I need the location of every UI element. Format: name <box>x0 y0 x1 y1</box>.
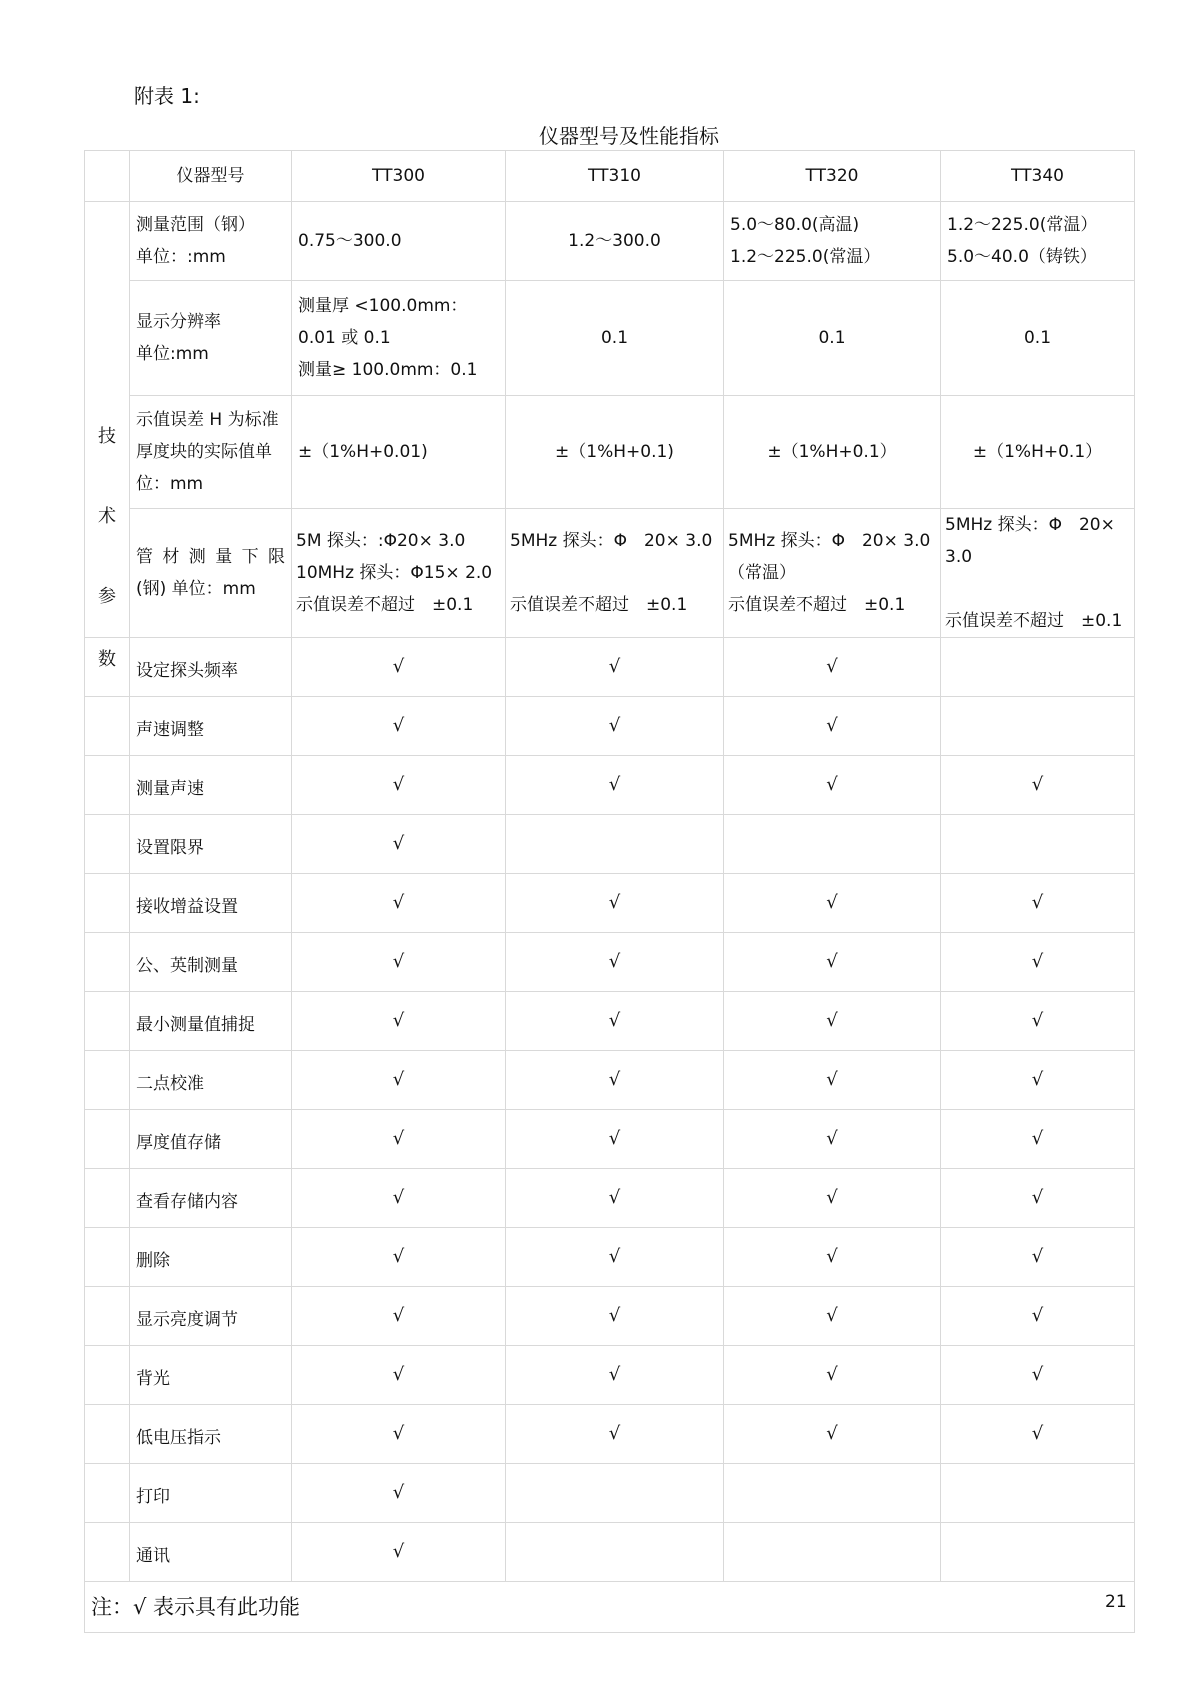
check-mark-icon: √ <box>724 933 941 992</box>
spec-value-line: ±（1%H+0.1) <box>555 442 674 462</box>
spec-row <box>85 202 1135 281</box>
feature-row <box>85 1523 1135 1582</box>
spec-value-line: ±（1%H+0.1） <box>972 442 1103 462</box>
side-blank <box>85 1228 130 1287</box>
check-mark-icon: √ <box>941 1287 1135 1346</box>
check-mark-icon: √ <box>941 933 1135 992</box>
empty-cell <box>941 1523 1135 1582</box>
feature-label: 删除 <box>130 1228 292 1287</box>
spec-value-line: 测量厚 <100.0mm： <box>298 296 468 316</box>
header-blank <box>85 151 130 202</box>
note-row <box>85 1582 1135 1633</box>
spec-value-line: 1.2～225.0(常温） <box>730 247 881 267</box>
spec-value <box>724 509 941 638</box>
empty-cell <box>724 815 941 874</box>
check-mark-icon: √ <box>724 697 941 756</box>
check-mark-icon: √ <box>506 1169 724 1228</box>
spec-value <box>292 202 506 281</box>
check-mark-icon: √ <box>724 1110 941 1169</box>
check-mark-icon: √ <box>292 1051 506 1110</box>
feature-label: 厚度值存储 <box>130 1110 292 1169</box>
check-mark-icon: √ <box>292 1287 506 1346</box>
spec-value <box>506 396 724 509</box>
spec-value-line: 示值误差不超过 ±0.1 <box>296 595 474 615</box>
side-blank <box>85 1464 130 1523</box>
spec-value-line: 1.2～225.0(常温） <box>947 215 1098 235</box>
page-number: 21 <box>1105 1592 1127 1612</box>
feature-label: 通讯 <box>130 1523 292 1582</box>
feature-row <box>85 756 1135 815</box>
feature-label: 显示亮度调节 <box>130 1287 292 1346</box>
spec-value <box>724 281 941 396</box>
feature-label: 设定探头频率 <box>130 638 292 697</box>
spec-label-line: 示值误差 H 为标准 <box>136 410 279 430</box>
side-blank <box>85 1405 130 1464</box>
feature-row <box>85 1346 1135 1405</box>
feature-row <box>85 638 1135 697</box>
spec-value <box>941 202 1135 281</box>
spec-value-line: 示值误差不超过 ±0.1 <box>728 595 906 615</box>
feature-label: 查看存储内容 <box>130 1169 292 1228</box>
side-label-char: 数 <box>85 638 130 697</box>
spec-value-line: 0.1 <box>1023 328 1052 348</box>
spec-label-line: 厚度块的实际值单 <box>136 442 272 462</box>
feature-row <box>85 1051 1135 1110</box>
check-mark-icon: √ <box>941 756 1135 815</box>
feature-row <box>85 1287 1135 1346</box>
spec-value-line <box>510 557 717 589</box>
check-mark-icon: √ <box>724 638 941 697</box>
appendix-label: 附表 1: <box>134 84 200 108</box>
empty-cell <box>506 1464 724 1523</box>
table-title: 仪器型号及性能指标 <box>539 124 719 148</box>
spec-label-line: 测量范围（钢） <box>136 215 255 235</box>
header-tt310: TT310 <box>506 151 724 202</box>
spec-value-line: 测量≥ 100.0mm：0.1 <box>298 360 478 380</box>
side-blank <box>85 1346 130 1405</box>
check-mark-icon: √ <box>724 1228 941 1287</box>
feature-row <box>85 1169 1135 1228</box>
check-mark-icon: √ <box>292 1464 506 1523</box>
feature-label: 低电压指示 <box>130 1405 292 1464</box>
check-mark-icon: √ <box>292 1228 506 1287</box>
side-blank <box>85 697 130 756</box>
check-mark-icon: √ <box>941 1346 1135 1405</box>
check-mark-icon: √ <box>506 638 724 697</box>
check-mark-icon: √ <box>292 1523 506 1582</box>
feature-label: 接收增益设置 <box>130 874 292 933</box>
check-mark-icon: √ <box>292 638 506 697</box>
check-mark-icon: √ <box>506 933 724 992</box>
check-mark-icon: √ <box>506 1346 724 1405</box>
check-mark-icon: √ <box>292 1346 506 1405</box>
spec-value-line: 示值误差不超过 ±0.1 <box>510 595 688 615</box>
spec-value <box>724 202 941 281</box>
side-blank <box>85 874 130 933</box>
spec-value-line: 5.0～40.0（铸铁） <box>947 247 1097 267</box>
spec-label-line: 单位：:mm <box>136 247 226 267</box>
check-mark-icon: √ <box>724 1405 941 1464</box>
spec-row <box>85 509 1135 638</box>
note-text: 注：√ 表示具有此功能 <box>85 1582 1135 1633</box>
feature-row <box>85 1228 1135 1287</box>
feature-row <box>85 1464 1135 1523</box>
feature-row <box>85 933 1135 992</box>
spec-value <box>724 396 941 509</box>
feature-row <box>85 815 1135 874</box>
empty-cell <box>941 1464 1135 1523</box>
empty-cell <box>941 638 1135 697</box>
spec-value-line <box>945 573 1128 605</box>
feature-row <box>85 1405 1135 1464</box>
check-mark-icon: √ <box>941 1405 1135 1464</box>
check-mark-icon: √ <box>506 1110 724 1169</box>
feature-row <box>85 697 1135 756</box>
check-mark-icon: √ <box>506 992 724 1051</box>
spec-value <box>292 281 506 396</box>
spec-value-line: 5MHz 探头：Φ 20× 3.0 <box>945 515 1115 567</box>
check-mark-icon: √ <box>506 1287 724 1346</box>
check-mark-icon: √ <box>292 992 506 1051</box>
feature-row <box>85 992 1135 1051</box>
check-mark-icon: √ <box>724 1346 941 1405</box>
spec-label-line: 单位:mm <box>136 344 209 364</box>
spec-value-line: 5.0～80.0(高温) <box>730 215 860 235</box>
spec-value-line: 0.1 <box>600 328 629 348</box>
side-label-char: 技 <box>98 426 116 447</box>
side-blank <box>85 1523 130 1582</box>
spec-value-line: （常温） <box>728 563 796 583</box>
spec-value-line: ±（1%H+0.01) <box>298 442 428 462</box>
spec-value-line: 5MHz 探头：Φ 20× 3.0 <box>510 531 713 551</box>
empty-cell <box>506 1523 724 1582</box>
check-mark-icon: √ <box>506 1228 724 1287</box>
side-blank <box>85 1051 130 1110</box>
check-mark-icon: √ <box>724 1287 941 1346</box>
check-mark-icon: √ <box>724 992 941 1051</box>
check-mark-icon: √ <box>941 1110 1135 1169</box>
spec-value-line: 10MHz 探头：Φ15× 2.0 <box>296 563 493 583</box>
side-label-char: 参 <box>98 586 116 607</box>
header-tt340: TT340 <box>941 151 1135 202</box>
feature-label: 公、英制测量 <box>130 933 292 992</box>
spec-row <box>85 396 1135 509</box>
check-mark-icon: √ <box>724 1051 941 1110</box>
check-mark-icon: √ <box>506 1051 724 1110</box>
check-mark-icon: √ <box>724 1169 941 1228</box>
side-label <box>85 202 130 638</box>
feature-label: 最小测量值捕捉 <box>130 992 292 1051</box>
spec-value <box>292 396 506 509</box>
check-mark-icon: √ <box>724 874 941 933</box>
feature-label: 背光 <box>130 1346 292 1405</box>
check-mark-icon: √ <box>941 1228 1135 1287</box>
spec-value-line: 示值误差不超过 ±0.1 <box>945 611 1123 631</box>
side-blank <box>85 933 130 992</box>
feature-label: 打印 <box>130 1464 292 1523</box>
spec-value <box>506 281 724 396</box>
empty-cell <box>724 1464 941 1523</box>
check-mark-icon: √ <box>506 697 724 756</box>
empty-cell <box>941 815 1135 874</box>
feature-label: 二点校准 <box>130 1051 292 1110</box>
spec-value-line: 0.75～300.0 <box>298 231 402 251</box>
check-mark-icon: √ <box>724 756 941 815</box>
check-mark-icon: √ <box>292 815 506 874</box>
spec-value <box>941 396 1135 509</box>
header-tt320: TT320 <box>724 151 941 202</box>
check-mark-icon: √ <box>292 697 506 756</box>
check-mark-icon: √ <box>506 874 724 933</box>
spec-value-line: 5M 探头：:Φ20× 3.0 <box>296 531 466 551</box>
spec-value-line: 1.2～300.0 <box>568 231 661 251</box>
spec-value-line: 0.1 <box>818 328 846 348</box>
check-mark-icon: √ <box>292 933 506 992</box>
spec-label <box>130 281 292 396</box>
check-mark-icon: √ <box>506 756 724 815</box>
feature-label: 声速调整 <box>130 697 292 756</box>
check-mark-icon: √ <box>292 756 506 815</box>
spec-label-line: 位：mm <box>136 474 204 494</box>
check-mark-icon: √ <box>941 1051 1135 1110</box>
side-blank <box>85 756 130 815</box>
check-mark-icon: √ <box>941 874 1135 933</box>
header-row <box>85 151 1135 202</box>
side-blank <box>85 1110 130 1169</box>
feature-label: 测量声速 <box>130 756 292 815</box>
spec-value <box>506 202 724 281</box>
spec-label-line: (钢) 单位：mm <box>136 579 256 599</box>
spec-value <box>506 509 724 638</box>
spec-label <box>130 509 292 638</box>
check-mark-icon: √ <box>292 1110 506 1169</box>
spec-table <box>84 150 1135 1633</box>
spec-label-line: 管 材 测 量 下 限 <box>136 547 285 567</box>
spec-value-line: 5MHz 探头：Φ 20× 3.0 <box>728 531 931 551</box>
check-mark-icon: √ <box>292 874 506 933</box>
spec-value <box>941 509 1135 638</box>
check-mark-icon: √ <box>941 1169 1135 1228</box>
spec-value-line: 0.01 或 0.1 <box>298 328 391 348</box>
spec-label-line: 显示分辨率 <box>136 312 221 332</box>
spec-label <box>130 396 292 509</box>
empty-cell <box>941 697 1135 756</box>
spec-row <box>85 281 1135 396</box>
spec-label <box>130 202 292 281</box>
empty-cell <box>506 815 724 874</box>
empty-cell <box>724 1523 941 1582</box>
side-blank <box>85 1287 130 1346</box>
header-tt300: TT300 <box>292 151 506 202</box>
side-label-char: 术 <box>98 506 116 527</box>
feature-row <box>85 874 1135 933</box>
check-mark-icon: √ <box>292 1405 506 1464</box>
check-mark-icon: √ <box>941 992 1135 1051</box>
side-blank <box>85 1169 130 1228</box>
header-model-label: 仪器型号 <box>130 151 292 202</box>
check-mark-icon: √ <box>506 1405 724 1464</box>
spec-value-line: ±（1%H+0.1） <box>767 442 897 462</box>
feature-row <box>85 1110 1135 1169</box>
side-blank <box>85 815 130 874</box>
spec-value <box>941 281 1135 396</box>
feature-label: 设置限界 <box>130 815 292 874</box>
side-blank <box>85 992 130 1051</box>
check-mark-icon: √ <box>292 1169 506 1228</box>
spec-value <box>292 509 506 638</box>
